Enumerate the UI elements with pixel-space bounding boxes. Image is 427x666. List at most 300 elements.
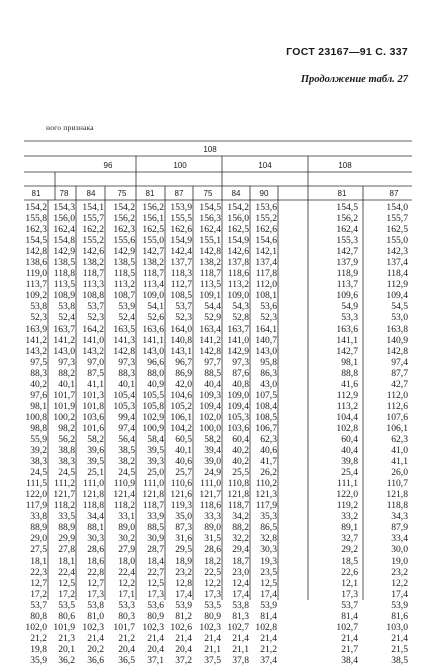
table-cell: 87,9: [391, 522, 408, 534]
table-cell: 138,2: [82, 257, 104, 269]
table-cell: 162,4: [53, 224, 75, 236]
table-cell: 153,6: [255, 202, 277, 213]
table-cell: 111,0: [83, 478, 104, 490]
data-column: [166, 202, 192, 666]
table-cell: 56,4: [118, 433, 135, 445]
table-cell: 110,7: [386, 478, 408, 490]
table-cell: 154,2: [113, 202, 135, 213]
table-cell: 118,8: [82, 500, 104, 512]
table-cell: 86,3: [260, 367, 277, 379]
data-column: [370, 202, 408, 666]
table-cell: 41,0: [391, 445, 408, 457]
table-cell: 103,6: [82, 411, 104, 423]
table-cell: 100,8: [25, 411, 47, 423]
group-header-104: 104: [258, 161, 272, 170]
table-cell: 154,0: [386, 202, 408, 213]
table-cell: 53,7: [341, 599, 358, 611]
table-cell: 54,9: [341, 301, 358, 313]
table-cell: 97,3: [118, 356, 135, 368]
table-cell: 52,3: [260, 312, 277, 324]
table-cell: 118,2: [113, 500, 135, 512]
table-cell: 163,7: [227, 323, 249, 335]
table-cell: 17,4: [391, 588, 408, 600]
table-cell: 21,4: [175, 632, 192, 644]
table-cell: 89,1: [341, 522, 358, 534]
table-cell: 37,5: [204, 654, 221, 666]
table-cell: 121,6: [170, 489, 192, 501]
table-cell: 18,7: [232, 555, 249, 567]
table-cell: 97,4: [118, 422, 135, 434]
table-cell: 54,1: [147, 301, 164, 313]
table-cell: 138,2: [199, 257, 221, 269]
table-cell: 141,1: [336, 334, 358, 346]
table-cell: 22,3: [30, 566, 47, 578]
table-cell: 81,0: [87, 610, 104, 622]
table-cell: 97,3: [58, 356, 75, 368]
group-header-100: 100: [173, 161, 187, 170]
table-cell: 38,3: [30, 456, 47, 468]
table-cell: 95,8: [260, 356, 277, 368]
table-cell: 108,8: [82, 290, 104, 302]
table-cell: 21,2: [260, 643, 277, 655]
table-cell: 97,5: [30, 356, 47, 368]
table-cell: 30,2: [118, 533, 135, 545]
table-cell: 163,7: [53, 323, 75, 335]
table-cell: 20,2: [87, 643, 104, 655]
table-cell: 142,7: [336, 246, 358, 258]
table-cell: 153,9: [170, 202, 192, 213]
table-cell: 100,9: [142, 422, 164, 434]
table-cell: 162,4: [336, 224, 358, 236]
table-cell: 20,4: [147, 643, 164, 655]
table-cell: 17,3: [87, 588, 104, 600]
table-cell: 21,4: [341, 632, 358, 644]
table-cell: 138,2: [142, 257, 164, 269]
table-cell: 143,0: [53, 345, 75, 357]
table-cell: 12,8: [175, 577, 192, 589]
table-cell: 25,4: [341, 467, 358, 479]
table-cell: 97,3: [232, 356, 249, 368]
table-cell: 25,5: [232, 467, 249, 479]
table-cell: 24,5: [30, 467, 47, 479]
table-cell: 142,6: [227, 246, 249, 258]
table-cell: 121,7: [199, 489, 221, 501]
table-cell: 137,4: [255, 257, 277, 269]
data-column: [106, 202, 135, 666]
table-cell: 88,5: [204, 367, 221, 379]
table-cell: 156,0: [53, 213, 75, 225]
table-cell: 112,0: [255, 279, 277, 291]
table-cell: 121,7: [53, 489, 75, 501]
table-cell: 102,8: [336, 422, 358, 434]
table-cell: 154,5: [25, 235, 47, 247]
table-cell: 22,5: [204, 566, 221, 578]
table-cell: 53,8: [87, 599, 104, 611]
table-cell: 163,6: [142, 323, 164, 335]
column-header: 81: [145, 189, 155, 198]
table-cell: 101,7: [53, 389, 75, 401]
table-cell: 102,0: [199, 411, 221, 423]
table-cell: 110,6: [170, 478, 192, 490]
table-cell: 109,1: [199, 290, 221, 302]
table-cell: 155,0: [142, 235, 164, 247]
table-cell: 103,0: [386, 621, 408, 633]
table-cell: 38,4: [341, 654, 358, 666]
table-cell: 142,8: [386, 345, 408, 357]
table-cell: 113,2: [113, 279, 135, 291]
table-cell: 35,0: [175, 511, 192, 523]
table-cell: 102,7: [227, 621, 249, 633]
table-cell: 39,5: [147, 445, 164, 457]
table-cell: 40,1: [175, 445, 192, 457]
table-cell: 40,2: [30, 378, 47, 390]
table-cell: 33,9: [147, 511, 164, 523]
table-cell: 53,7: [175, 301, 192, 313]
table-cell: 20,1: [58, 643, 75, 655]
table-cell: 87,6: [232, 367, 249, 379]
table-cell: 113,2: [336, 400, 358, 412]
table-cell: 30,3: [87, 533, 104, 545]
table-cell: 117,9: [255, 500, 277, 512]
table-cell: 88,5: [147, 522, 164, 534]
table-cell: 30,9: [147, 533, 164, 545]
table-cell: 109,4: [227, 400, 249, 412]
table-cell: 53,3: [118, 599, 135, 611]
table-cell: 62,3: [260, 433, 277, 445]
table-cell: 96,7: [175, 356, 192, 368]
table-cell: 118,7: [227, 500, 249, 512]
table-cell: 154,9: [227, 235, 249, 247]
table-cell: 53,9: [260, 599, 277, 611]
table-subtitle: ного признака: [46, 123, 94, 132]
table-cell: 17,4: [260, 588, 277, 600]
data-column: [318, 202, 358, 666]
table-cell: 33,8: [30, 511, 47, 523]
table-cell: 163,4: [199, 323, 221, 335]
table-cell: 81,3: [232, 610, 249, 622]
table-cell: 22,6: [341, 566, 358, 578]
table-cell: 40,6: [175, 456, 192, 468]
table-cell: 156,2: [113, 213, 135, 225]
table-cell: 143,2: [25, 345, 47, 357]
table-cell: 142,6: [82, 246, 104, 258]
table-cell: 18,9: [175, 555, 192, 567]
column-header: 75: [203, 189, 213, 198]
table-cell: 142,4: [170, 246, 192, 258]
table-cell: 121,3: [255, 489, 277, 501]
table-cell: 60,4: [341, 433, 358, 445]
table-cell: 113,7: [336, 279, 358, 291]
table-cell: 108,9: [53, 290, 75, 302]
table-cell: 40,2: [232, 445, 249, 457]
table-cell: 162,5: [142, 224, 164, 236]
table-cell: 26,0: [391, 467, 408, 479]
table-cell: 113,5: [199, 279, 221, 291]
table-cell: 88,3: [30, 367, 47, 379]
table-cell: 113,7: [25, 279, 47, 291]
table-cell: 163,6: [336, 323, 358, 335]
table-cell: 12,4: [232, 577, 249, 589]
table-cell: 55,9: [30, 433, 47, 445]
standard-header: ГОСТ 23167—91 С. 337: [286, 46, 408, 58]
table-cell: 118,4: [386, 268, 408, 280]
table-cell: 88,8: [341, 367, 358, 379]
table-cell: 88,0: [147, 367, 164, 379]
table-cell: 12,2: [118, 577, 135, 589]
table-cell: 39,8: [341, 456, 358, 468]
table-cell: 101,9: [53, 400, 75, 412]
table-cell: 30,0: [391, 544, 408, 556]
table-cell: 88,9: [30, 522, 47, 534]
table-cell: 23,5: [260, 566, 277, 578]
table-cell: 21,4: [391, 632, 408, 644]
table-cell: 141,2: [25, 334, 47, 346]
table-cell: 18,1: [30, 555, 47, 567]
table-cell: 154,5: [199, 202, 221, 213]
table-cell: 155,1: [199, 235, 221, 247]
table-cell: 35,9: [30, 654, 47, 666]
table-cell: 137,4: [386, 257, 408, 269]
table-cell: 155,7: [386, 213, 408, 225]
table-cell: 142,9: [227, 345, 249, 357]
table-cell: 154,2: [25, 202, 47, 213]
table-cell: 20,4: [175, 643, 192, 655]
table-cell: 119,0: [25, 268, 47, 280]
table-cell: 88,1: [87, 522, 104, 534]
table-cell: 32,7: [341, 533, 358, 545]
data-column: [251, 202, 277, 666]
table-cell: 141,2: [199, 334, 221, 346]
table-cell: 53,7: [30, 599, 47, 611]
table-cell: 40,4: [341, 445, 358, 457]
table-cell: 37,8: [232, 654, 249, 666]
table-cell: 164,0: [170, 323, 192, 335]
table-cell: 109,0: [227, 290, 249, 302]
table-cell: 155,3: [336, 235, 358, 247]
table-cell: 155,8: [25, 213, 47, 225]
table-cell: 21,3: [58, 632, 75, 644]
table-cell: 17,2: [58, 588, 75, 600]
table-cell: 164,2: [82, 323, 104, 335]
table-cell: 25,1: [87, 467, 104, 479]
table-cell: 31,6: [175, 533, 192, 545]
table-cell: 141,2: [53, 334, 75, 346]
table-cell: 117,9: [25, 500, 47, 512]
table-cell: 119,3: [170, 500, 192, 512]
table-cell: 98,2: [58, 422, 75, 434]
table-cell: 156,2: [142, 202, 164, 213]
table-cell: 41,7: [260, 456, 277, 468]
table-cell: 56,2: [58, 433, 75, 445]
table-cell: 17,3: [147, 588, 164, 600]
table-cell: 105,4: [113, 389, 135, 401]
table-cell: 118,9: [336, 268, 358, 280]
table-cell: 118,3: [170, 268, 192, 280]
table-cell: 141,0: [227, 334, 249, 346]
table-cell: 108,5: [170, 290, 192, 302]
table-cell: 106,7: [255, 422, 277, 434]
table-cell: 29,9: [58, 533, 75, 545]
table-cell: 155,7: [82, 213, 104, 225]
table-cell: 53,6: [147, 599, 164, 611]
table-cell: 142,9: [113, 246, 135, 258]
table-cell: 53,9: [118, 301, 135, 313]
table-cell: 28,7: [147, 544, 164, 556]
table-cell: 21,4: [260, 632, 277, 644]
column-header: 81: [337, 189, 347, 198]
table-cell: 154,9: [170, 235, 192, 247]
table-cell: 36,6: [87, 654, 104, 666]
table-cell: 81,2: [175, 610, 192, 622]
table-cell: 29,0: [30, 533, 47, 545]
table-cell: 122,0: [25, 489, 47, 501]
table-cell: 19,8: [30, 643, 47, 655]
table-cell: 137,8: [227, 257, 249, 269]
table-cell: 154,2: [227, 202, 249, 213]
table-cell: 109,4: [199, 400, 221, 412]
table-cell: 109,0: [227, 389, 249, 401]
table-cell: 156,3: [199, 213, 221, 225]
table-cell: 111,2: [54, 478, 75, 490]
table-cell: 18,1: [58, 555, 75, 567]
table-cell: 18,0: [118, 555, 135, 567]
table-cell: 40,1: [58, 378, 75, 390]
column-header: 81: [31, 189, 41, 198]
table-cell: 143,2: [82, 345, 104, 357]
data-column: [49, 202, 75, 666]
table-cell: 53,5: [58, 599, 75, 611]
table-cell: 21,1: [232, 643, 249, 655]
table-cell: 52,8: [232, 312, 249, 324]
table-cell: 32,8: [260, 533, 277, 545]
table-cell: 118,5: [113, 268, 135, 280]
table-cell: 97,4: [391, 356, 408, 368]
table-cell: 80,9: [147, 610, 164, 622]
table-cell: 58,4: [147, 433, 164, 445]
table-cell: 154,8: [53, 235, 75, 247]
table-cell: 163,8: [386, 323, 408, 335]
table-cell: 121,8: [82, 489, 104, 501]
table-cell: 86,5: [260, 522, 277, 534]
table-cell: 86,9: [175, 367, 192, 379]
table-cell: 12,5: [58, 577, 75, 589]
table-cell: 109,4: [386, 290, 408, 302]
table-cell: 40,1: [118, 378, 135, 390]
table-cell: 52,3: [175, 312, 192, 324]
table-cell: 108,4: [255, 400, 277, 412]
table-cell: 108,1: [255, 290, 277, 302]
table-cell: 155,6: [113, 235, 135, 247]
table-cell: 52,3: [87, 312, 104, 324]
table-cell: 53,6: [260, 301, 277, 313]
table-cell: 137,9: [336, 257, 358, 269]
table-cell: 142,8: [113, 345, 135, 357]
data-column: [137, 202, 164, 666]
table-cell: 28,6: [204, 544, 221, 556]
table-cell: 154,1: [82, 202, 104, 213]
table-cell: 43,0: [260, 378, 277, 390]
table-cell: 112,9: [386, 279, 408, 291]
table-cell: 12,2: [204, 577, 221, 589]
table-cell: 102,8: [255, 621, 277, 633]
table-cell: 118,2: [53, 500, 75, 512]
table-cell: 109,2: [25, 290, 47, 302]
table-cell: 41,1: [87, 378, 104, 390]
table-cell: 36,2: [58, 654, 75, 666]
table-cell: 112,7: [170, 279, 192, 291]
table-cell: 121,4: [113, 489, 135, 501]
table-cell: 98,8: [30, 422, 47, 434]
table-cell: 53,8: [58, 301, 75, 313]
data-column: [194, 202, 221, 666]
table-cell: 12,7: [30, 577, 47, 589]
table-cell: 109,6: [336, 290, 358, 302]
column-header: 75: [117, 189, 127, 198]
table-cell: 30,3: [260, 544, 277, 556]
table-cell: 142,8: [199, 345, 221, 357]
table-cell: 156,0: [227, 213, 249, 225]
table-cell: 17,1: [118, 588, 135, 600]
table-cell: 102,9: [142, 411, 164, 423]
table-cell: 17,3: [204, 588, 221, 600]
table-cell: 118,8: [386, 500, 408, 512]
table-cell: 109,0: [142, 290, 164, 302]
table-cell: 80,9: [204, 610, 221, 622]
table-cell: 121,8: [386, 489, 408, 501]
table-cell: 23,2: [391, 566, 408, 578]
table-cell: 118,8: [53, 268, 75, 280]
table-cell: 58,2: [87, 433, 104, 445]
table-cell: 21,4: [147, 632, 164, 644]
table-cell: 106,1: [170, 411, 192, 423]
data-column: [24, 202, 47, 666]
table-cell: 118,7: [142, 268, 164, 280]
table-cell: 52,9: [204, 312, 221, 324]
table-cell: 105,3: [227, 411, 249, 423]
table-cell: 53,7: [87, 301, 104, 313]
table-cell: 37,4: [260, 654, 277, 666]
table-cell: 60,4: [232, 433, 249, 445]
table-cell: 21,5: [391, 643, 408, 655]
table-cell: 25,0: [147, 467, 164, 479]
table-cell: 163,5: [113, 323, 135, 335]
table-cell: 35,3: [260, 511, 277, 523]
table-cell: 81,4: [260, 610, 277, 622]
table-cell: 21,4: [87, 632, 104, 644]
table-cell: 52,4: [58, 312, 75, 324]
table-cell: 27,9: [118, 544, 135, 556]
column-header: 84: [86, 189, 96, 198]
table-cell: 39,3: [147, 456, 164, 468]
table-cell: 24,5: [118, 467, 135, 479]
table-cell: 29,4: [232, 544, 249, 556]
column-header: 84: [231, 189, 241, 198]
column-header: 87: [389, 189, 399, 198]
table-cell: 18,5: [341, 555, 358, 567]
table-cell: 33,2: [341, 511, 358, 523]
table-cell: 52,6: [147, 312, 164, 324]
table-cell: 154,5: [336, 202, 358, 213]
table-cell: 21,4: [204, 632, 221, 644]
table-cell: 80,6: [58, 610, 75, 622]
table-cell: 38,3: [58, 456, 75, 468]
table-cell: 33,1: [118, 511, 135, 523]
table-cell: 103,6: [227, 422, 249, 434]
table-cell: 19,3: [260, 555, 277, 567]
table-cell: 20,4: [118, 643, 135, 655]
table-cell: 97,7: [204, 356, 221, 368]
table-cell: 164,1: [255, 323, 277, 335]
